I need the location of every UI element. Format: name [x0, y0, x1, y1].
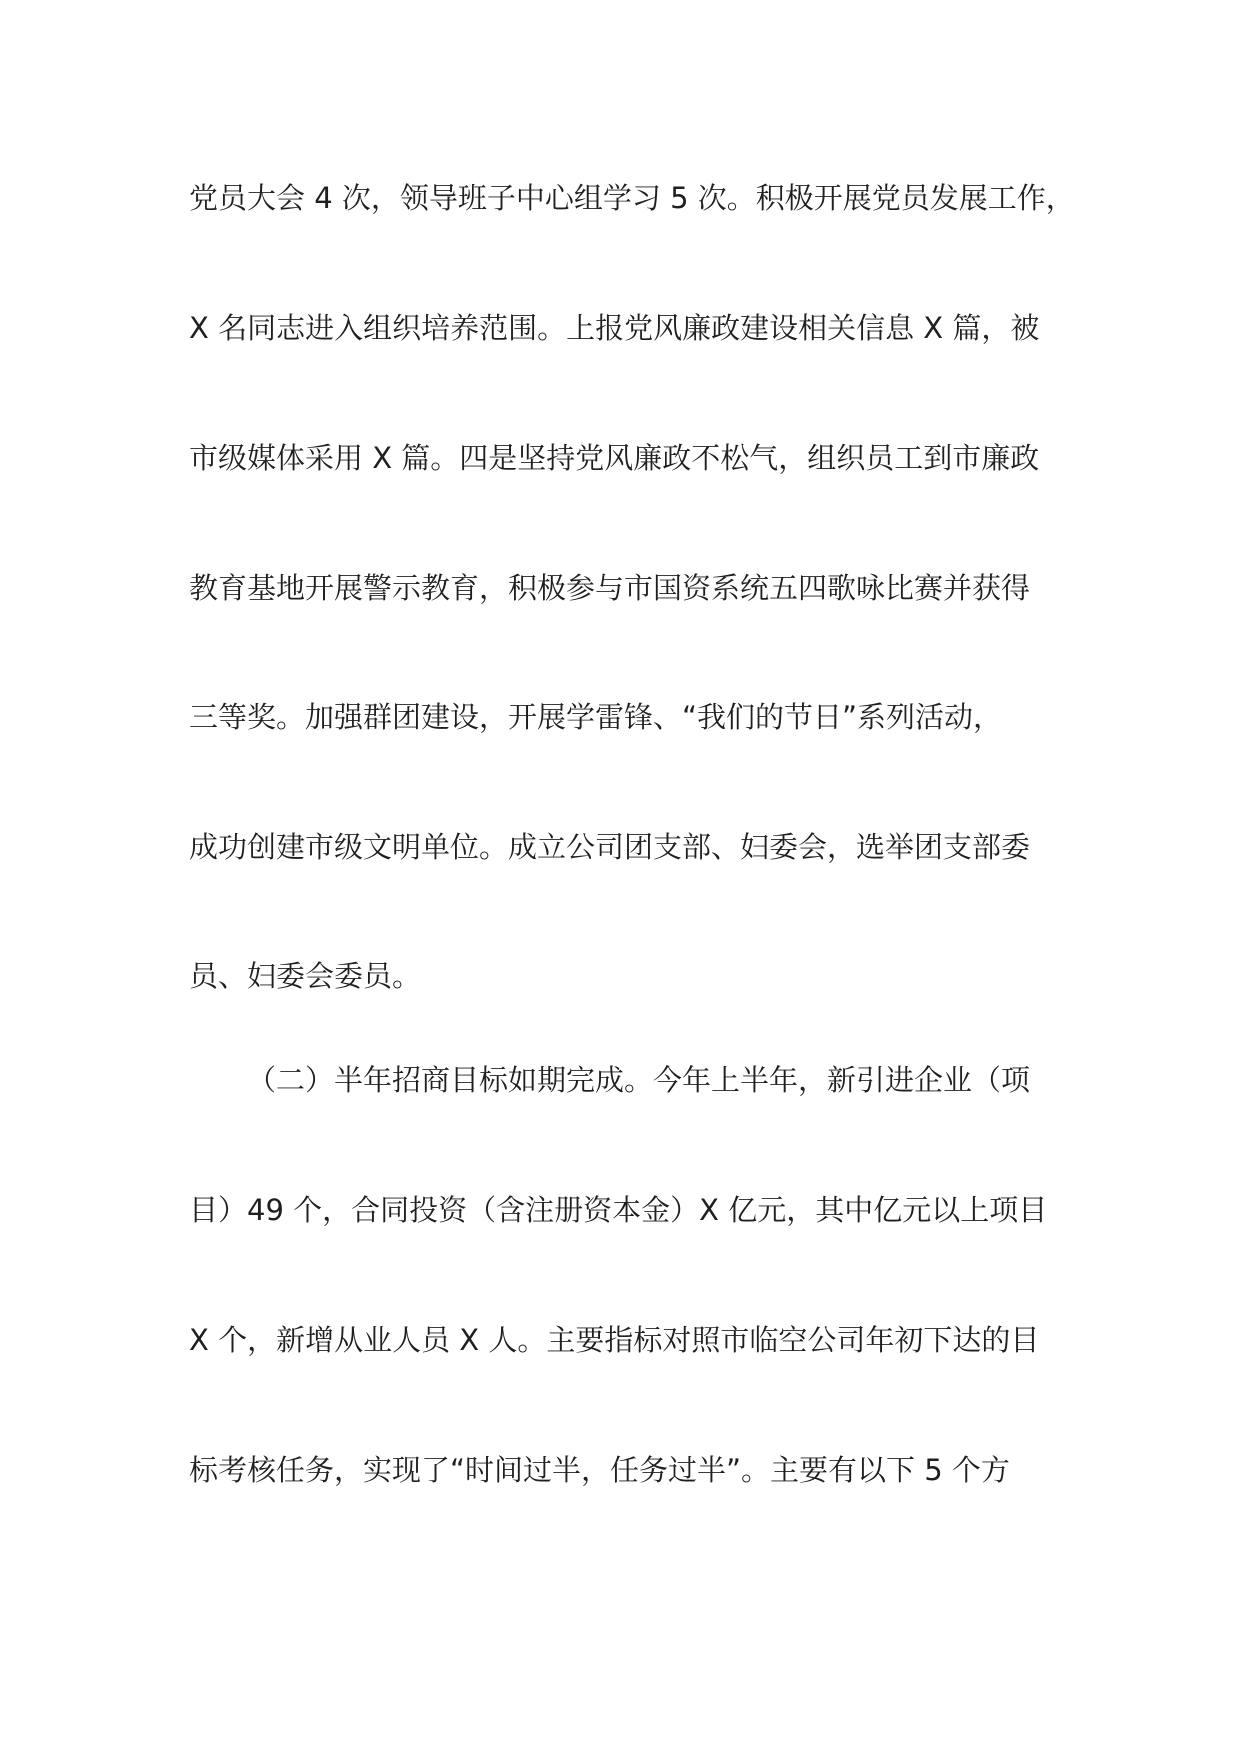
paragraph-line: 三等奖。加强群团建设，开展学雷锋、“我们的节日”系列活动， — [189, 700, 1003, 734]
paragraph-line: X 名同志进入组织培养范围。上报党风廉政建设相关信息 X 篇，被 — [189, 311, 1040, 345]
paragraph-line: 员、妇委会委员。 — [189, 959, 422, 993]
paragraph-line: 市级媒体采用 X 篇。四是坚持党风廉政不松气，组织员工到市廉政 — [189, 441, 1040, 475]
paragraph-line: 教育基地开展警示教育，积极参与市国资系统五四歌咏比赛并获得 — [189, 571, 1031, 605]
paragraph-line: 标考核任务，实现了“时间过半，任务过半”。主要有以下 5 个方 — [189, 1453, 1010, 1487]
section-heading-line: （二）半年招商目标如期完成。今年上半年，新引进企业（项 — [247, 1063, 1031, 1097]
paragraph-line: X 个，新增从业人员 X 人。主要指标对照市临空公司年初下达的目 — [189, 1323, 1040, 1357]
paragraph-line: 党员大会 4 次，领导班子中心组学习 5 次。积极开展党员发展工作， — [189, 181, 1075, 215]
paragraph-line: 目）49 个，合同投资（含注册资本金）X 亿元，其中亿元以上项目 — [189, 1193, 1048, 1227]
paragraph-line: 成功创建市级文明单位。成立公司团支部、妇委会，选举团支部委 — [189, 830, 1031, 864]
